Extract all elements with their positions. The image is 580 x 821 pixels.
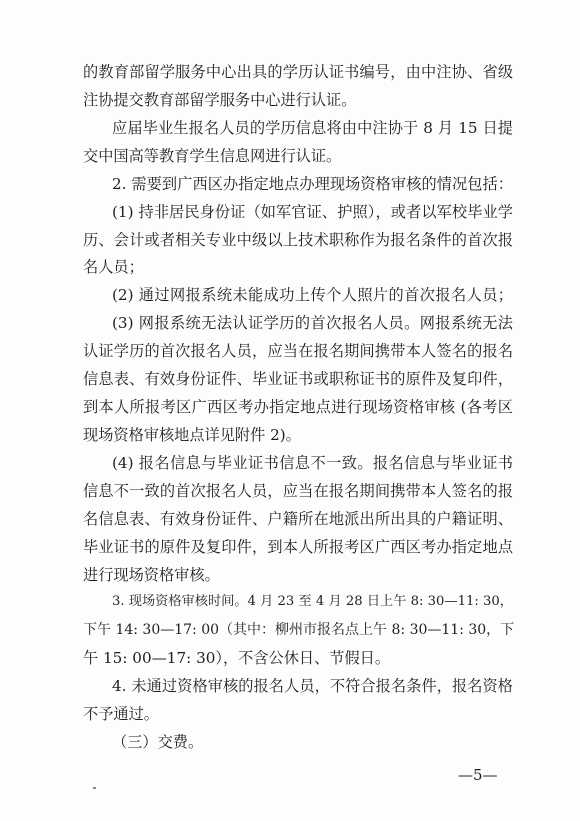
scan-speck bbox=[93, 787, 96, 789]
section-heading: （三）交费。 bbox=[112, 733, 204, 751]
paragraph-line: 的教育部留学服务中心出具的学历认证书编号，由中注协、省级 bbox=[83, 63, 513, 81]
paragraph-line: 进行现场资格审核。 bbox=[83, 566, 220, 584]
paragraph-line: 历、会计或者相关专业中级以上技术职称作为报名条件的首次报 bbox=[83, 231, 513, 249]
paragraph-line: 下午 14: 30—17: 00（其中：柳州市报名点上午 8: 30—11: 30，下 bbox=[83, 622, 515, 638]
paragraph-line: 应届毕业生报名人员的学历信息将由中注协于 8 月 15 日提 bbox=[112, 119, 513, 137]
paragraph-line: (4) 报名信息与毕业证书信息不一致。报名信息与毕业证书 bbox=[112, 454, 513, 472]
paragraph-line: (2) 通过网报系统未能成功上传个人照片的首次报名人员； bbox=[112, 286, 513, 304]
paragraph-line: (1) 持非居民身份证（如军官证、护照），或者以军校毕业学 bbox=[112, 203, 513, 221]
paragraph-line: 午 15: 00—17: 30），不含公休日、节假日。 bbox=[83, 649, 391, 667]
paragraph-line: 信息表、有效身份证件、毕业证书或职称证书的原件及复印件， bbox=[83, 370, 513, 388]
paragraph-line: 交中国高等教育学生信息网进行认证。 bbox=[83, 147, 342, 165]
paragraph-line: 毕业证书的原件及复印件，到本人所报考区广西区考办指定地点 bbox=[83, 538, 513, 556]
paragraph-line: 不予通过。 bbox=[83, 705, 159, 723]
paragraph-line: 4. 未通过资格审核的报名人员，不符合报名条件，报名资格 bbox=[112, 677, 513, 695]
paragraph-line: 注协提交教育部留学服务中心进行认证。 bbox=[83, 91, 357, 109]
paragraph-line: 名信息表、有效身份证件、户籍所在地派出所出具的户籍证明、 bbox=[83, 510, 513, 528]
paragraph-line: (3) 网报系统无法认证学历的首次报名人员。网报系统无法 bbox=[112, 314, 513, 332]
paragraph-line: 到本人所报考区广西区考办指定地点进行现场资格审核 (各考区 bbox=[83, 398, 513, 416]
paragraph-line: 认证学历的首次报名人员，应当在报名期间携带本人签名的报名 bbox=[83, 342, 513, 360]
paragraph-line: 2. 需要到广西区办指定地点办理现场资格审核的情况包括： bbox=[112, 175, 513, 193]
page-number: —5— bbox=[458, 766, 498, 784]
paragraph-line: 名人员； bbox=[83, 258, 144, 276]
paragraph-line: 现场资格审核地点详见附件 2)。 bbox=[83, 426, 301, 444]
paragraph-line: 信息不一致的首次报名人员，应当在报名期间携带本人签名的报 bbox=[83, 482, 513, 500]
paragraph-line: 3. 现场资格审核时间。4 月 23 至 4 月 28 日上午 8: 30—11: 30， bbox=[112, 594, 513, 609]
